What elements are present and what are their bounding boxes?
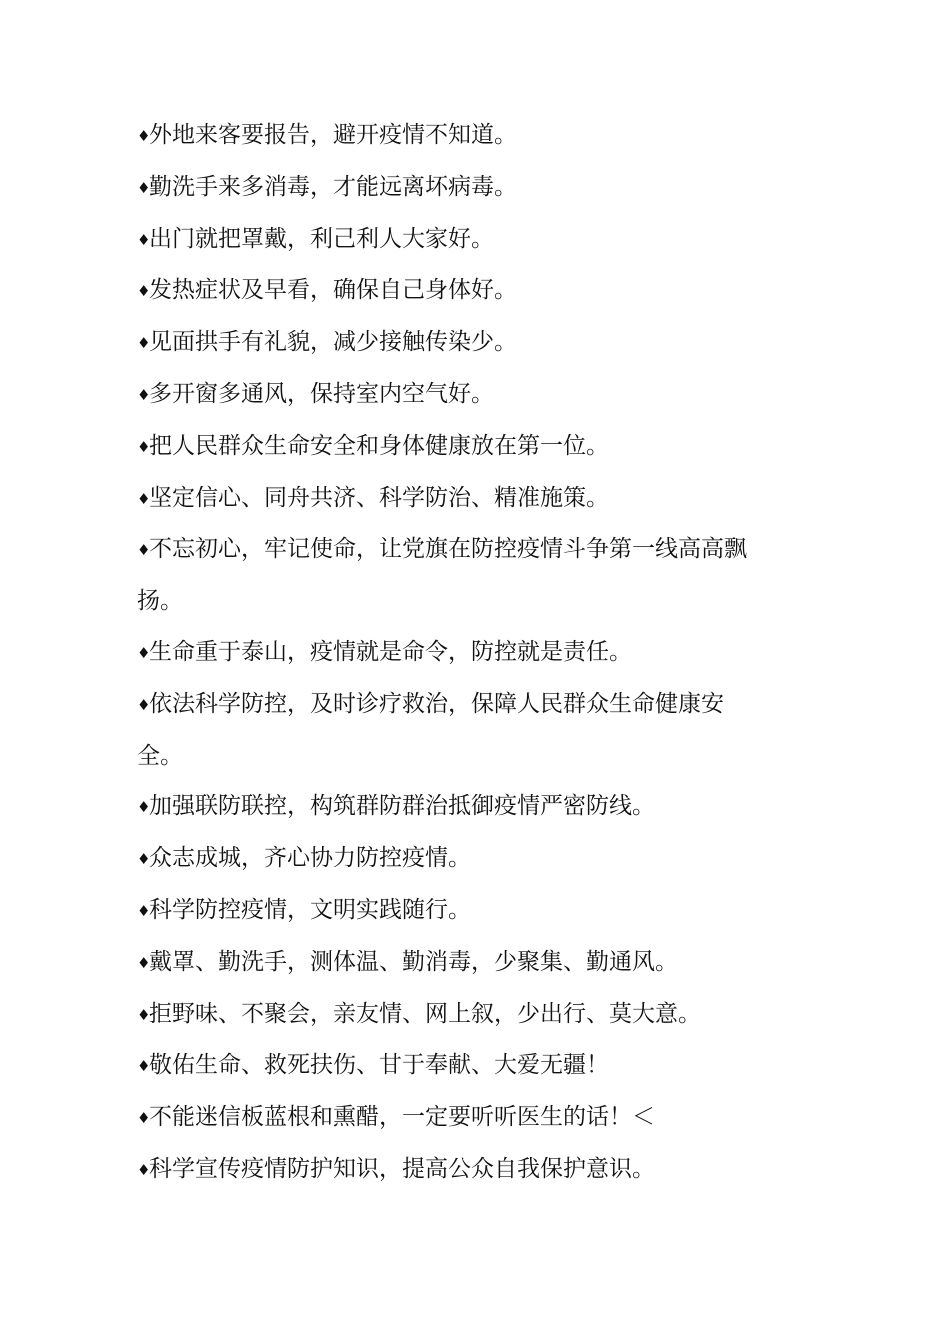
item-text: 众志成城，齐心协力防控疫情。 [149, 845, 471, 872]
list-item [137, 781, 752, 833]
diamond-bullet-icon: ♦ [137, 1160, 151, 1179]
list-item [137, 265, 752, 317]
diamond-bullet-icon: ♦ [137, 282, 151, 301]
diamond-bullet-icon: ♦ [137, 385, 151, 404]
list-item [137, 1144, 752, 1196]
item-text: 不忘初心，牢记使命，让党旗在防控疫情斗争第一线高高飘扬。 [137, 536, 747, 615]
list-item [137, 473, 752, 525]
list-item [137, 833, 752, 885]
list-item [137, 1092, 752, 1144]
list-item [137, 627, 752, 679]
diamond-bullet-icon: ♦ [137, 643, 151, 662]
item-text: 发热症状及早看，确保自己身体好。 [149, 277, 517, 304]
list-item [137, 989, 752, 1041]
diamond-bullet-icon: ♦ [137, 850, 151, 869]
list-item [137, 214, 752, 266]
diamond-bullet-icon: ♦ [137, 127, 151, 145]
item-text: 把人民群众生命安全和身体健康放在第一位。 [149, 432, 609, 459]
diamond-bullet-icon: ♦ [137, 437, 151, 456]
item-text: 戴罩、勤洗手，测体温、勤消毒，少聚集、勤通风。 [149, 948, 678, 975]
item-text: 多开窗多通风，保持室内空气好。 [149, 380, 494, 407]
list-item [137, 110, 752, 162]
diamond-bullet-icon: ♦ [137, 230, 151, 249]
list-item [137, 162, 752, 214]
diamond-bullet-icon: ♦ [137, 953, 151, 972]
diamond-bullet-icon: ♦ [137, 901, 151, 920]
item-text: 拒野味、不聚会，亲友情、网上叙，少出行、莫大意。 [149, 1000, 701, 1027]
item-text: 生命重于泰山，疫情就是命令，防控就是责任。 [149, 638, 632, 665]
item-text: 不能迷信板蓝根和熏醋，一定要听听医生的话！＜ [149, 1104, 655, 1131]
item-text: 加强联防联控，构筑群防群治抵御疫情严密防线。 [149, 793, 655, 820]
slogan-list [137, 110, 752, 1196]
diamond-bullet-icon: ♦ [137, 1005, 151, 1024]
item-text: 外地来客要报告，避开疫情不知道。 [149, 122, 517, 148]
list-item [137, 1040, 752, 1092]
list-item [137, 317, 752, 369]
list-item [137, 524, 752, 627]
item-text: 勤洗手来多消毒，才能远离坏病毒。 [149, 173, 517, 200]
list-item [137, 885, 752, 937]
diamond-bullet-icon: ♦ [137, 695, 151, 714]
diamond-bullet-icon: ♦ [137, 178, 151, 197]
item-text: 出门就把罩戴，利己利人大家好。 [149, 225, 494, 252]
diamond-bullet-icon: ♦ [137, 798, 151, 817]
diamond-bullet-icon: ♦ [137, 541, 151, 560]
item-text: 依法科学防控，及时诊疗救治，保障人民群众生命健康安全。 [137, 690, 724, 769]
item-text: 敬佑生命、救死扶伤、甘于奉献、大爱无疆！ [149, 1052, 609, 1079]
diamond-bullet-icon: ♦ [137, 1057, 151, 1076]
list-item [137, 937, 752, 989]
item-text: 科学宣传疫情防护知识，提高公众自我保护意识。 [149, 1155, 655, 1182]
list-item [137, 679, 752, 782]
diamond-bullet-icon: ♦ [137, 334, 151, 353]
diamond-bullet-icon: ♦ [137, 1109, 151, 1128]
item-text: 坚定信心、同舟共济、科学防治、精准施策。 [149, 484, 609, 511]
diamond-bullet-icon: ♦ [137, 489, 151, 508]
item-text: 科学防控疫情，文明实践随行。 [149, 896, 471, 923]
list-item [137, 369, 752, 421]
list-item [137, 421, 752, 473]
item-text: 见面拱手有礼貌，减少接触传染少。 [149, 329, 517, 356]
